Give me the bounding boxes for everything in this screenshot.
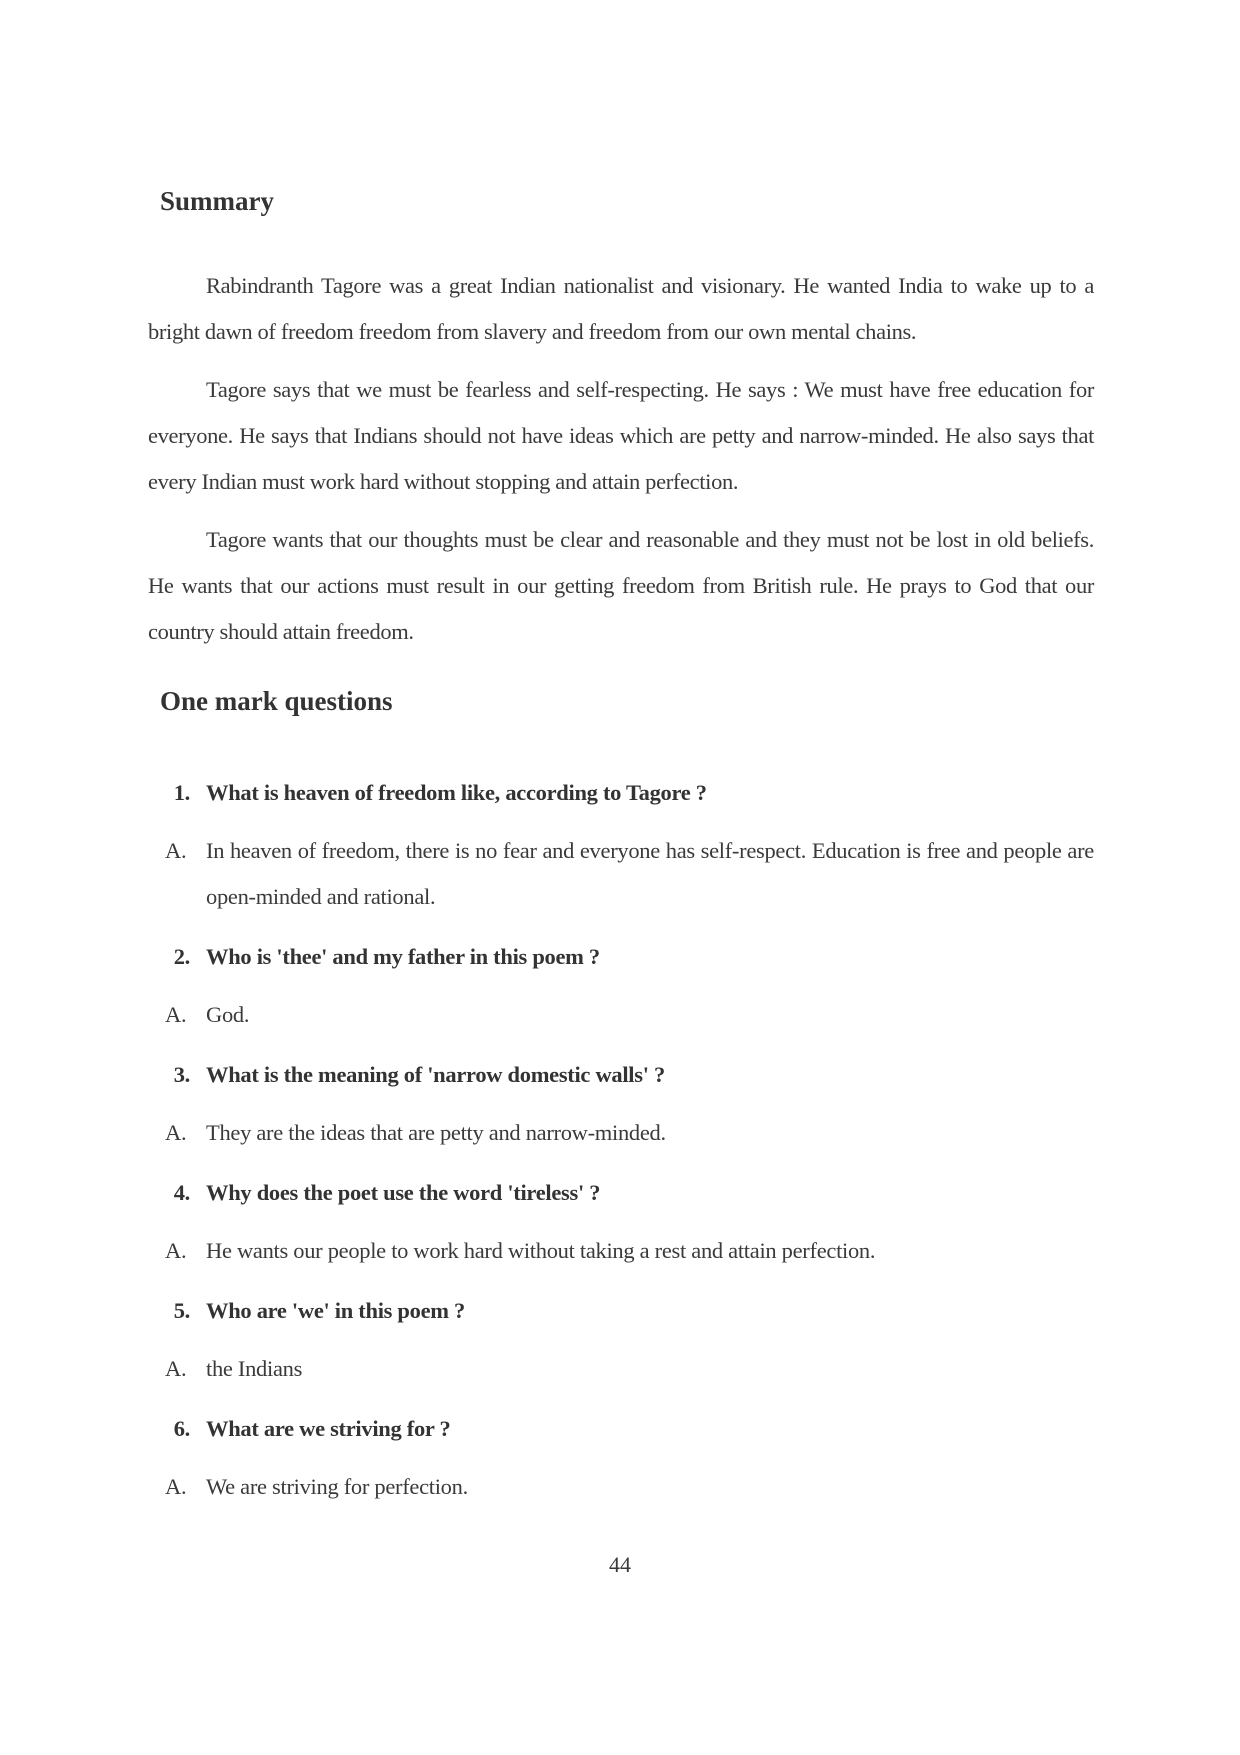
answer-text: the Indians	[206, 1356, 303, 1381]
questions-heading: One mark questions	[160, 686, 393, 716]
question-text: Why does the poet use the word 'tireless' ?	[206, 1180, 601, 1205]
answer-marker: A.	[165, 1120, 187, 1145]
question-number: 6.	[173, 1416, 190, 1441]
question-number: 4.	[173, 1180, 190, 1205]
question-item	[148, 1170, 1094, 1216]
question-number: 2.	[173, 944, 190, 969]
answer-marker: A.	[165, 1002, 187, 1027]
question-text: Who are 'we' in this poem ?	[206, 1298, 465, 1323]
answer-text: He wants our people to work hard without taking a rest and attain perfection.	[206, 1238, 876, 1263]
question-item	[148, 1406, 1094, 1452]
answer-marker: A.	[165, 1474, 187, 1499]
answer-item	[148, 1110, 1094, 1156]
question-item	[148, 1052, 1094, 1098]
answer-marker: A.	[165, 1238, 187, 1263]
question-item	[148, 1288, 1094, 1334]
question-number: 5.	[173, 1298, 190, 1323]
answer-marker: A.	[165, 838, 187, 863]
question-list	[148, 770, 1094, 1524]
summary-body	[148, 263, 1094, 667]
answer-text: In heaven of freedom, there is no fear and everyone has self-respect. Education is free and people are open-minded and rational.	[206, 838, 1094, 909]
question-item	[148, 770, 1094, 816]
summary-paragraph: Rabindranth Tagore was a great Indian nationalist and visionary. He wanted India to wake up to a bright dawn of freedom freedom from slavery and freedom from our own mental chains.	[148, 273, 1094, 344]
question-text: What is heaven of freedom like, according to Tagore ?	[206, 780, 707, 805]
answer-text: They are the ideas that are petty and narrow-minded.	[206, 1120, 666, 1145]
answer-text: God.	[206, 1002, 250, 1027]
answer-item	[148, 992, 1094, 1038]
question-text: Who is 'thee' and my father in this poem ?	[206, 944, 600, 969]
question-text: What are we striving for ?	[206, 1416, 451, 1441]
answer-marker: A.	[165, 1356, 187, 1381]
question-item	[148, 934, 1094, 980]
answer-item	[148, 1464, 1094, 1510]
question-number: 3.	[173, 1062, 190, 1087]
question-text: What is the meaning of 'narrow domestic walls' ?	[206, 1062, 665, 1087]
answer-item	[148, 828, 1094, 920]
answer-item	[148, 1228, 1094, 1274]
question-number: 1.	[173, 780, 190, 805]
summary-heading: Summary	[160, 186, 274, 216]
summary-paragraph: Tagore wants that our thoughts must be clear and reasonable and they must not be lost in old beliefs. He wants that our actions must result in our getting freedom from British rule. He prays to God that our country should attain freedom.	[148, 527, 1094, 644]
summary-paragraph: Tagore says that we must be fearless and self-respecting. He says : We must have free education for everyone. He says that Indians should not have ideas which are petty and narrow-minded. He also says that every Indian must work hard without stopping and attain perfection.	[148, 377, 1094, 494]
page-number: 44	[609, 1552, 631, 1577]
answer-text: We are striving for perfection.	[206, 1474, 468, 1499]
answer-item	[148, 1346, 1094, 1392]
